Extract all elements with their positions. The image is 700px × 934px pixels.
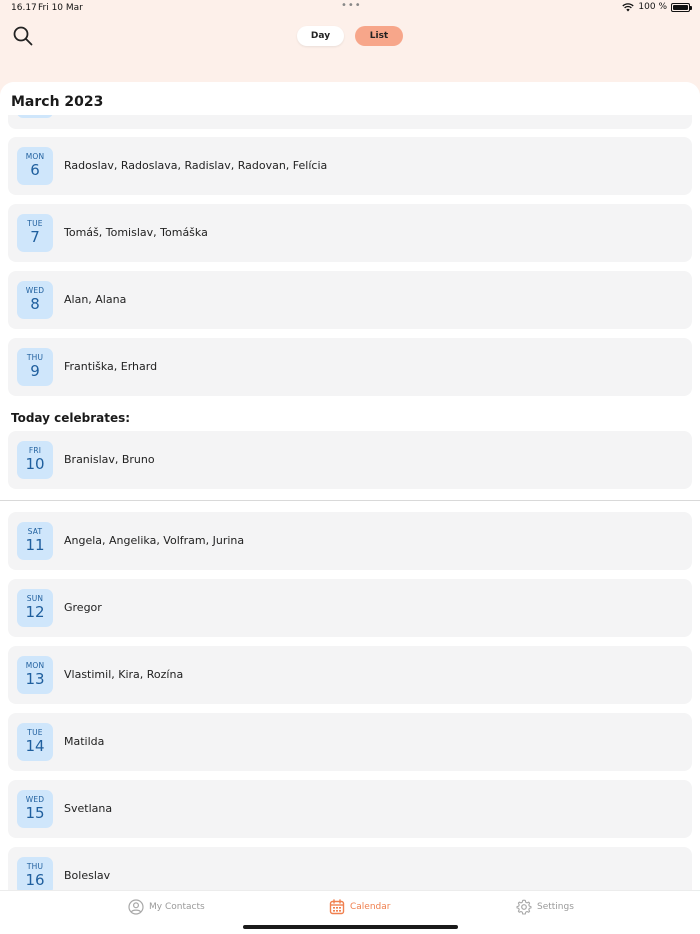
person-circle-icon [128, 899, 144, 915]
list-item[interactable] [8, 271, 692, 329]
date-badge [17, 857, 53, 892]
date-badge [17, 656, 53, 694]
weekday-label: SAT [27, 527, 43, 536]
name-day-names: Vlastimil, Kira, Rozína [64, 668, 184, 681]
name-day-names: Alan, Alana [64, 293, 127, 306]
segment-list[interactable]: List [355, 26, 403, 46]
weekday-label: MON [25, 661, 45, 670]
list-item[interactable] [8, 646, 692, 704]
day-number: 11 [25, 536, 45, 554]
date-badge [17, 281, 53, 319]
status-bar [0, 0, 700, 18]
day-number: 14 [25, 737, 45, 755]
date-badge [17, 723, 53, 761]
calendar-icon [329, 899, 345, 915]
day-number: 16 [25, 871, 45, 889]
today-item[interactable] [8, 431, 692, 489]
list-item[interactable] [8, 847, 692, 892]
month-header [0, 82, 700, 115]
date-badge [17, 147, 53, 185]
list-item[interactable] [8, 579, 692, 637]
battery-icon [671, 3, 690, 12]
status-indicators [622, 2, 690, 12]
tab-calendar[interactable] [329, 899, 390, 915]
name-day-names: Radoslav, Radoslava, Radislav, Radovan, Felícia [64, 159, 328, 172]
date-badge [17, 790, 53, 828]
today-heading: Today celebrates: [11, 411, 131, 425]
name-day-names: Branislav, Bruno [64, 453, 155, 466]
name-day-names: Svetlana [64, 802, 113, 815]
tab-my-contacts[interactable] [128, 899, 205, 915]
day-number: 15 [25, 804, 45, 822]
name-day-names: Gregor [64, 601, 102, 614]
day-number: 13 [25, 670, 45, 688]
name-day-names: Angela, Angelika, Volfram, Jurina [64, 534, 245, 547]
battery-percent: 100 % [638, 2, 667, 12]
search-icon [12, 25, 34, 47]
weekday-label: MON [25, 152, 45, 161]
name-day-names: Františka, Erhard [64, 360, 158, 373]
list-item[interactable] [8, 204, 692, 262]
tab-label: My Contacts [149, 902, 205, 912]
day-number: 6 [30, 161, 40, 179]
list-item[interactable] [8, 338, 692, 396]
day-number: 10 [25, 455, 45, 473]
date-badge [17, 348, 53, 386]
list-item[interactable] [8, 713, 692, 771]
status-time: 16.17 [11, 3, 37, 13]
name-day-names: Boleslav [64, 869, 111, 882]
calendar-list[interactable] [0, 82, 700, 892]
name-day-names: Tomáš, Tomislav, Tomáška [64, 226, 208, 239]
weekday-label: WED [25, 286, 45, 295]
weekday-label: THU [26, 353, 44, 362]
day-number: 7 [30, 228, 40, 246]
gear-icon [516, 899, 532, 915]
month-title: March 2023 [11, 94, 104, 110]
weekday-label: TUE [27, 219, 43, 228]
day-number: 9 [30, 362, 40, 380]
name-day-names: Matilda [64, 735, 105, 748]
weekday-label: FRI [28, 446, 42, 455]
divider [0, 500, 700, 501]
weekday-label: WED [25, 795, 45, 804]
multitasking-dots[interactable]: ••• [341, 0, 362, 11]
date-badge [17, 441, 53, 479]
day-number: 8 [30, 295, 40, 313]
list-item[interactable] [8, 780, 692, 838]
date-badge [17, 522, 53, 560]
date-badge [17, 589, 53, 627]
segment-day[interactable]: Day [297, 26, 344, 46]
date-badge [17, 214, 53, 252]
weekday-label: SUN [26, 594, 44, 603]
day-number: 12 [25, 603, 45, 621]
home-indicator[interactable] [243, 925, 458, 929]
list-item[interactable] [8, 512, 692, 570]
weekday-label: TUE [27, 728, 43, 737]
search-button[interactable] [12, 25, 34, 47]
tab-label: Settings [537, 902, 574, 912]
wifi-icon [622, 3, 634, 12]
list-item[interactable] [8, 137, 692, 195]
tab-settings[interactable] [516, 899, 574, 915]
tab-label: Calendar [350, 902, 391, 912]
status-date: Fri 10 Mar [38, 3, 83, 13]
weekday-label: THU [26, 862, 44, 871]
